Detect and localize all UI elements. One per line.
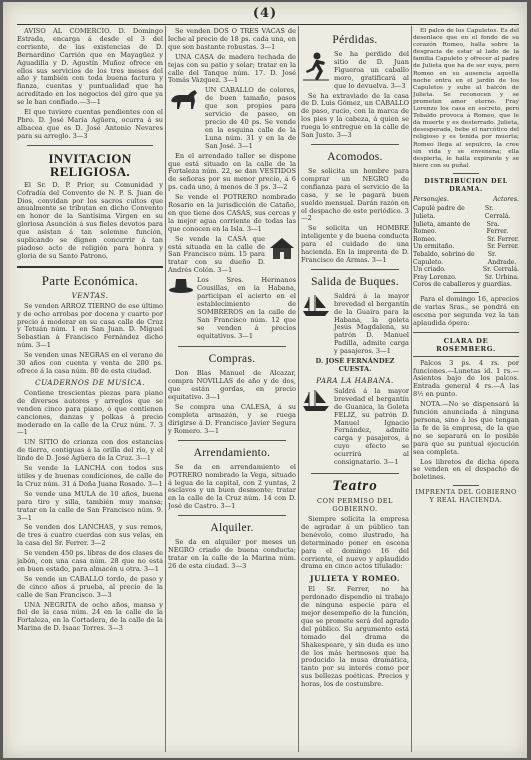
column-divider — [165, 26, 166, 752]
ad-horse: UN CABALLO de colores, de buen tamaño, pasos que son propios para servicio de paseo, en precio de 40 ps. Se vende en la esquina calle de la Luna núm. 31 y en la de San José. 3—1 — [205, 86, 296, 150]
subheading-sales: VENTAS. — [71, 290, 109, 300]
cast-role: Un ermitaño. — [413, 243, 455, 251]
cast-row — [413, 251, 519, 266]
subheading-music-books: CUADERNOS DE MUSICA. — [35, 377, 145, 387]
cast-actor: Sr. Cerralá. — [484, 205, 511, 221]
section-rule — [453, 485, 479, 486]
runner-icon — [301, 51, 331, 81]
ad-horse: Se vende un CABALLO tordo, de paso y de cinco años á prueba, al precio de la calle de San Francisco. 3—3 — [17, 574, 163, 599]
cast-row — [413, 243, 519, 251]
runaway-ad — [301, 51, 409, 93]
cast-role: Fray Lorenzo. — [413, 273, 457, 281]
ad-pasture: Se vende el POTRERO nombrado Rosario en la jurisdicción de Cataño, en que tiene dos CASAS, sus cercas y la mejor agua corriente de todas las que conocen en la Isla. 3—1 — [168, 193, 296, 233]
subheading-havana: PARA LA HABANA. — [316, 375, 394, 385]
ship-ad-havana — [301, 388, 409, 469]
cast-row — [413, 274, 519, 282]
ad-boat: Se vende la LANCHA con todos sus útiles y de buenas condiciones, de calle de la Cruz núm. 31 á Doña Juana Rosado. 3—1 — [17, 464, 163, 488]
note: NOTA.—No se dispensará la función anunciada á ninguna persona, sino á los que tengan la fe de la empresa, de la que no se separará en lo posible para que su puntual ejecución sea completa. — [413, 400, 519, 456]
ad-dresses: En el arrendado taller se dispone que está situado en la calle de la Fortaleza núm. 22, se dan VESTIDOS de señoras por su menor precio, á 6 ps. cada uno, á menos de 3 ps. 3—2 — [168, 151, 296, 192]
ad-house-sale: Se vende la CASA que está situada en la calle de San Francisco núm. 15 para tratar con su dueño D. Andrés Colón. 3—1 — [168, 234, 265, 275]
heading-economic-section: Parte Económica. — [41, 272, 139, 288]
section-rule — [178, 440, 286, 441]
ad-music: Contiene trescientas piezas para piano de diversos autores y arreglos que se venden cinco para piano, ó que contienen canciones, danzas y polkas á precio moderado en la calle de la Cruz núm. 7. 3—1 — [17, 388, 163, 437]
cast-role: Tebaldo, sobrino de Capuleto. — [413, 251, 475, 266]
printer-imprint: IMPRENTA DEL GOBIERNO Y REAL HACIENDA. — [415, 488, 517, 505]
heading-religious-invitation: INVITACION RELIGIOSA. — [48, 150, 132, 179]
theatre-description: El Sr. Ferrer, no ha perdonado dispendio ni trabajo de ninguna especie para el mejor desempeño de la función, que se promete será del agrado del público. Su argumento está tomado del drama de Shakespeare, y sin duda es uno de los más hermosos que ha producido la musa dramática, tanto por su interés como por sus bellezas poéticas. Precios y horas, los de costumbre. — [301, 585, 409, 689]
religious-invitation-text: El Sr. D. P. Prior, su Comunidad y Cofradía del Convento de N. P. S. Juan de Dios, convidan por los sacros cultos que anualmente se tributan en dicho Convento en honor de la Santísima Virgen en su gloriosa Asunción á sus fieles devotos para que asistan á tan solemne función, suplicando se dignen concurrir á tan piadoso acto de religión para honra y gloria de su Santo Patrono. — [17, 180, 163, 260]
subheading-permission: CON PERMISO DEL GOBIERNO. — [317, 496, 393, 513]
ad-heifers: Don Blas Manuel de Alcazar, compra NOVILLAS de año y de dos, que están gordas, en precio equitativo. 3—1 — [168, 369, 296, 402]
ad-lost-horse: Se ha perdido del sitio de D. Juan Figueroa un caballo moro, gratificará al que lo devuelva. 3—3 — [334, 50, 409, 90]
cast-list — [413, 196, 519, 289]
column-2 — [168, 28, 296, 752]
cast-actor: Sr. Ferrer. — [487, 235, 519, 243]
cast-actor: Sr. Urbina. — [484, 273, 519, 281]
ship-icon — [301, 293, 331, 319]
section-rule — [17, 266, 163, 268]
opera-title: CLARA DE ROSEMBERG. — [436, 336, 496, 353]
ad-pasture-lease: Se da en arrendamiento el POTRERO nombrado la Vega, situado á legua de la capital, con 2 yuntas, 2 esclavos y un buen desmonte; tratar en la calle de la Cruz núm. 14 con D. José de Castro. 3—1 — [168, 462, 296, 511]
column-divider — [298, 26, 299, 752]
ad-rice: Se venden ARROZ TIERNO de ese último y de ocho arrobas por docena y cuarto por precio á moderar en su casa calle de Cruz y Tetuán núm. 1 en San Juan. D. Miguel Sebastian á Francisco Fernández dicho núm. 3—1 — [17, 301, 163, 350]
section-rule — [453, 292, 479, 293]
cast-row — [413, 221, 519, 236]
section-rule — [27, 145, 153, 146]
section-rule — [311, 473, 399, 474]
ad-wanted-man: Se solicita un hombre para comprar un NEGRO de confianza para el servicio de la casa, y se le pagará buen sueldo mensual. Darán razón en el despacho de este periódico. 3—2 — [301, 166, 409, 223]
cast-role: Un criado. — [413, 266, 446, 274]
cast-row — [413, 266, 519, 274]
section-rule — [311, 144, 399, 145]
heading-leasing: Arrendamiento. — [193, 446, 271, 459]
column-divider — [411, 26, 412, 752]
section-rule — [178, 346, 286, 347]
cast-role: Coros de caballeros y guardias. — [413, 281, 512, 289]
ad-house: UNA CASA de madera techada de tejas con su patio y solar; tratar en la calle del Tanque núm. 17. D. José Tomás Vázquez. 3—1 — [168, 52, 296, 85]
ship-icon — [301, 388, 331, 414]
ad-hats: Los Sres. Hermanos Cousillas, en la Habana, participan el acierto en el establecimiento de SOMBREROS en la calle de San Francisco núm. 12 que se venden á precios equitativos. 3—1 — [197, 276, 296, 340]
ad-cows: Se venden DOS Ó TRES VACAS de leche al precio de 18 ps. cada una, en que son bastante robustas. 3—1 — [168, 28, 296, 51]
heading-rental: Alquiler. — [210, 522, 254, 535]
cast-header-characters: Personajes. — [413, 195, 449, 203]
notice-commerce: AVISO AL COMERCIO. D. Domingo Estrada, encarga á desde el 3 del corriente, de las existencias de D. Bernardino Carrión que en Mayagüez y Aguadilla y D. Agustín Muñoz ofrece en ellos sus servicios de los tres meses del año y también con toda buena factura y fianza, cuentas y puntualidad que ha acreditado en los negocios del giro que ya se le han confiado.—3—1 — [17, 28, 163, 107]
opera-announcement: Para el domingo 16, aprecios de varias Sras., se pondrá en escena por segunda vez la tan aplaudida ópera: — [413, 295, 519, 327]
theatre-announcement: Siempre solícita la empresa de agradar á un público tan benévolo, como ilustrado, ha determinado poner en escena para el domingo 16 del corriente, el nuevo y aplaudido drama en cinco actos titulado: — [301, 514, 409, 571]
section-rule — [413, 356, 519, 357]
section-rule — [413, 332, 519, 333]
hat-ad — [168, 277, 296, 342]
cast-actor: Sr. Ferrer. — [487, 243, 519, 251]
cast-row — [413, 281, 519, 289]
column-4 — [413, 28, 519, 752]
heading-placements: Acomodos. — [327, 150, 383, 163]
hat-icon — [168, 277, 194, 295]
cast-actor: Sra. Ferrer. — [486, 220, 509, 236]
horse-ad — [168, 87, 296, 152]
ad-carriage: Se compra una CALESA, á su completa armazón, y se ruega dirigirse á D. Francisco Javier Segura y Romero. 3—1 — [168, 403, 296, 435]
heading-cast: DISTRIBUCION DEL DRAMA. — [424, 176, 508, 193]
house-ad — [168, 236, 296, 278]
ticket-prices: Palcos 3 ps. 4 rs. por funciones.—Lunetas id. 1 rs.—Asientos bajo de los palcos. Entrada general 4 rs.—A las 8½ en punto. — [413, 358, 519, 399]
heading-theatre: Teatro — [332, 477, 378, 494]
cast-role: Capulé padre de Julieta. — [413, 205, 465, 221]
ad-rental: Se da en alquiler por meses un NEGRO criado de buena conducta; tratar en la calle de la Marina núm. 26 de esta ciudad. 3—3 — [168, 538, 296, 570]
column-1 — [17, 28, 163, 752]
cast-row — [413, 205, 519, 220]
heading-purchases: Compras. — [208, 353, 256, 366]
ad-brigantine: Saldrá á la mayor brevedad el bergantín de Guanica, la Goleta FELIZ, su patrón D. Manuel Ignacio Fernández, admite carga y pasajeros, á cuyo efecto se ocurrirá al consignatario. 3—1 — [334, 386, 409, 467]
house-icon — [268, 236, 296, 260]
header-rule — [17, 24, 519, 25]
page-number: (4) — [252, 6, 278, 21]
notice-accounts: El que tuviere cuentas pendientes con el Pbro. D. José María Agüera, ocurra á su albacea que es D. José Antonio Nevares para su arreglo. 3—3 — [17, 108, 163, 140]
ad-sale: Se venden unas NEGRAS en el verano de 30 años con cuenta y venta de 200 ps. ofrece á la casa núm. 80 de esta ciudad. — [17, 351, 163, 375]
ad-farm: UN SITIO de crianza con dos estancias de tierra, contiguas á la orilla del río, y el lindo de D. José Agüera de la Cruz. 3—1 — [17, 438, 163, 463]
cast-row — [413, 236, 519, 244]
cast-role: Romeo. — [413, 235, 437, 243]
cast-header-actors: Actores. — [493, 195, 519, 203]
section-rule — [311, 269, 399, 270]
ad-launches: Se venden dos LANCHAS, y sus remos, de tres á cuatro cuerdas con sus velas, en la casa del Sr. Ferrer. 3—2 — [17, 523, 163, 548]
newspaper-page — [3, 2, 527, 758]
cast-role: Julieta, amante de Romeo. — [413, 220, 471, 236]
ad-servant: UNA NEGRITA de ocho años, mansa y fiel de la casa núm. 24 en la calle de la Fortaleza, en la Cortadera, de la calle de la Marina de D. Isaac Torres. 3—3 — [17, 600, 163, 633]
libretto-note: Los libretos de dicha ópera se venden en el despacho de boletines. — [413, 457, 519, 482]
play-synopsis: El palco de los Capuletos. Es del desenlace que en el fondo de su corazón Romeo, halla sobre la desgracia de estar al lado de la familia Capuleto y ofrecer al padre de Julieta que ha de ser suya, pero Romeo en su ausencia aquella noche entra en el jardín de los Capuletos y sube al balcón de Julieta. Se reconocen y se prometen amor eterno. Fray Lorenzo los casa en secreto, pero Tebaldo provoca á Romeo, que le da muerte y es desterrado. Julieta, desesperada, bebe el narcótico del religioso y es tenida por muerta; Romeo llega al sepulcro, la cree sin vida y se envenena; ella despierta, le halla expirante y se hiere con su puñal. — [413, 28, 519, 169]
column-3 — [301, 28, 409, 752]
ad-schooner: Saldrá á la mayor brevedad el bergantín de la Guaira para la Habana, la goleta Jesús Magdalena, su patrón D. Manuel Padilla, admite carga y pasajeros. 3—1 — [334, 291, 409, 356]
ad-soap: Se venden 450 ps. libras de dos clases de jabón, con una casa núm. 28 que no está en buen estado, para almacén u otra. 3—1 — [17, 549, 163, 573]
section-rule — [453, 173, 479, 174]
heading-losses: Pérdidas. — [332, 34, 378, 46]
horse-icon — [168, 87, 202, 111]
ship-ad — [301, 293, 409, 358]
heading-ship-departures: Salida de Buques. — [311, 275, 399, 288]
cast-actor: Sr. Cerralá. — [482, 266, 519, 274]
ad-signature: D. JOSÉ FERNÁNDEZ CUESTA. — [315, 357, 395, 373]
ad-mule: Se vende una MULA de 10 años, buena para tiro y silla, también muy mansa; tratar en la calle de San Francisco núm. 9. 3—1 — [17, 489, 163, 522]
play-title: JULIETA Y ROMEO. — [309, 574, 401, 584]
cast-header — [413, 196, 519, 204]
cast-actor: Sr. Andrade. — [487, 251, 517, 266]
section-rule — [178, 515, 286, 516]
ad-wanted-overseer: Se solicita un HOMBRE inteligente y de buena conducta para el cuidado de una hacienda. En la imprenta de D. Francisco de Armas. 3—1 — [301, 224, 409, 264]
ad-lost-horse-2: Se ha extraviado de la casa de D. Luis Gómez, un CABALLO de paso, rucio, con la marca de los pies y la cabeza, á quien se ruega lo entregue en la calle de San Justo. 3—3 — [301, 91, 409, 140]
